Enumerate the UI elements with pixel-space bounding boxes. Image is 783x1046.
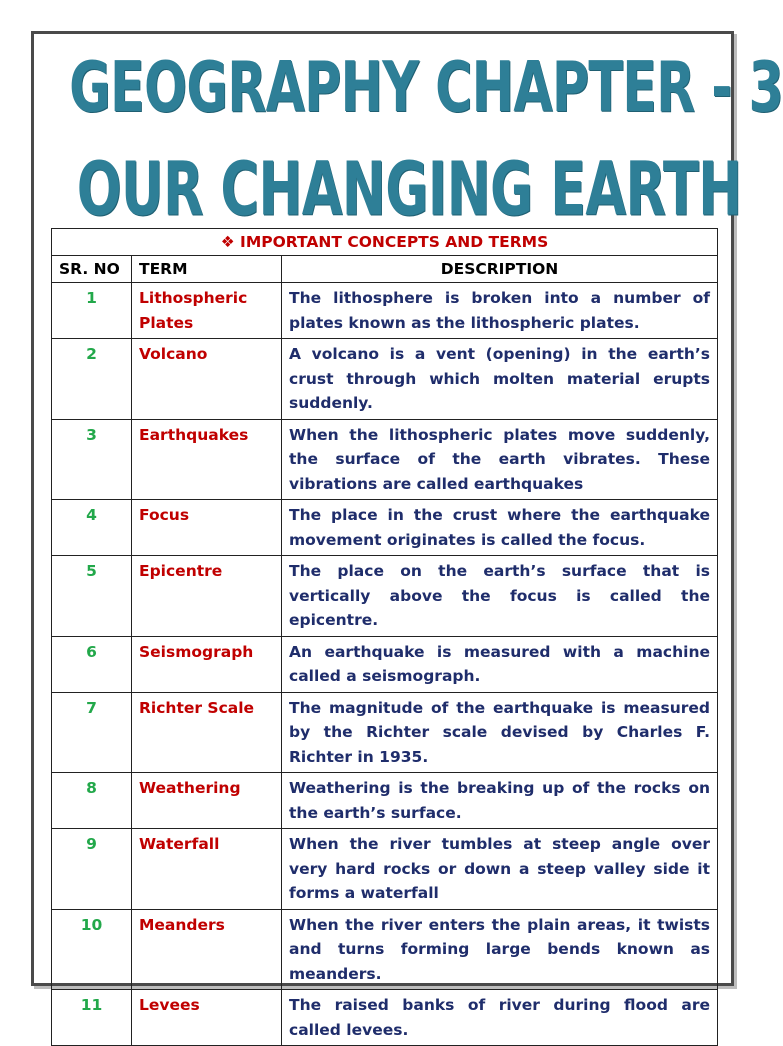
row-term: Meanders xyxy=(132,909,282,990)
header-sr-no: SR. NO xyxy=(52,256,132,283)
row-sr-no: 2 xyxy=(52,339,132,420)
table-row xyxy=(52,909,718,990)
row-term: Richter Scale xyxy=(132,692,282,773)
row-description: The magnitude of the earthquake is measured by the Richter scale devised by Charles F. Richter in 1935. xyxy=(282,692,718,773)
row-description: The raised banks of river during flood are called levees. xyxy=(282,990,718,1046)
row-term: Weathering xyxy=(132,773,282,829)
row-description: Weathering is the breaking up of the rocks on the earth’s surface. xyxy=(282,773,718,829)
concepts-table xyxy=(51,228,718,1046)
table-caption: ❖ IMPORTANT CONCEPTS AND TERMS xyxy=(52,229,718,256)
row-term: Levees xyxy=(132,990,282,1046)
table-row xyxy=(52,692,718,773)
row-sr-no: 8 xyxy=(52,773,132,829)
row-description: An earthquake is measured with a machine called a seismograph. xyxy=(282,636,718,692)
table-row xyxy=(52,556,718,637)
row-term: Volcano xyxy=(132,339,282,420)
row-sr-no: 10 xyxy=(52,909,132,990)
row-description: A volcano is a vent (opening) in the earth’s crust through which molten material erupts suddenly. xyxy=(282,339,718,420)
row-description: When the lithospheric plates move suddenly, the surface of the earth vibrates. These vibrations are called earthquakes xyxy=(282,419,718,500)
chapter-subtitle: OUR CHANGING EARTH xyxy=(76,146,742,233)
table-row xyxy=(52,283,718,339)
row-description: The lithosphere is broken into a number of plates known as the lithospheric plates. xyxy=(282,283,718,339)
table-row xyxy=(52,773,718,829)
row-description: The place on the earth’s surface that is vertically above the focus is called the epicentre. xyxy=(282,556,718,637)
table-row xyxy=(52,500,718,556)
row-description: The place in the crust where the earthquake movement originates is called the focus. xyxy=(282,500,718,556)
row-sr-no: 9 xyxy=(52,829,132,910)
row-term: Earthquakes xyxy=(132,419,282,500)
table-row xyxy=(52,990,718,1046)
row-term: Waterfall xyxy=(132,829,282,910)
table-row xyxy=(52,829,718,910)
row-description: When the river enters the plain areas, it twists and turns forming large bends known as meanders. xyxy=(282,909,718,990)
row-sr-no: 4 xyxy=(52,500,132,556)
header-description: DESCRIPTION xyxy=(282,256,718,283)
row-sr-no: 1 xyxy=(52,283,132,339)
row-term: Epicentre xyxy=(132,556,282,637)
header-term: TERM xyxy=(132,256,282,283)
row-sr-no: 11 xyxy=(52,990,132,1046)
row-sr-no: 5 xyxy=(52,556,132,637)
row-term: Lithospheric Plates xyxy=(132,283,282,339)
table-row xyxy=(52,636,718,692)
table-row xyxy=(52,419,718,500)
row-sr-no: 7 xyxy=(52,692,132,773)
row-term: Seismograph xyxy=(132,636,282,692)
row-sr-no: 3 xyxy=(52,419,132,500)
row-description: When the river tumbles at steep angle over very hard rocks or down a steep valley side it forms a waterfall xyxy=(282,829,718,910)
table-row xyxy=(52,339,718,420)
chapter-title: GEOGRAPHY CHAPTER - 3 xyxy=(69,46,783,128)
row-sr-no: 6 xyxy=(52,636,132,692)
row-term: Focus xyxy=(132,500,282,556)
